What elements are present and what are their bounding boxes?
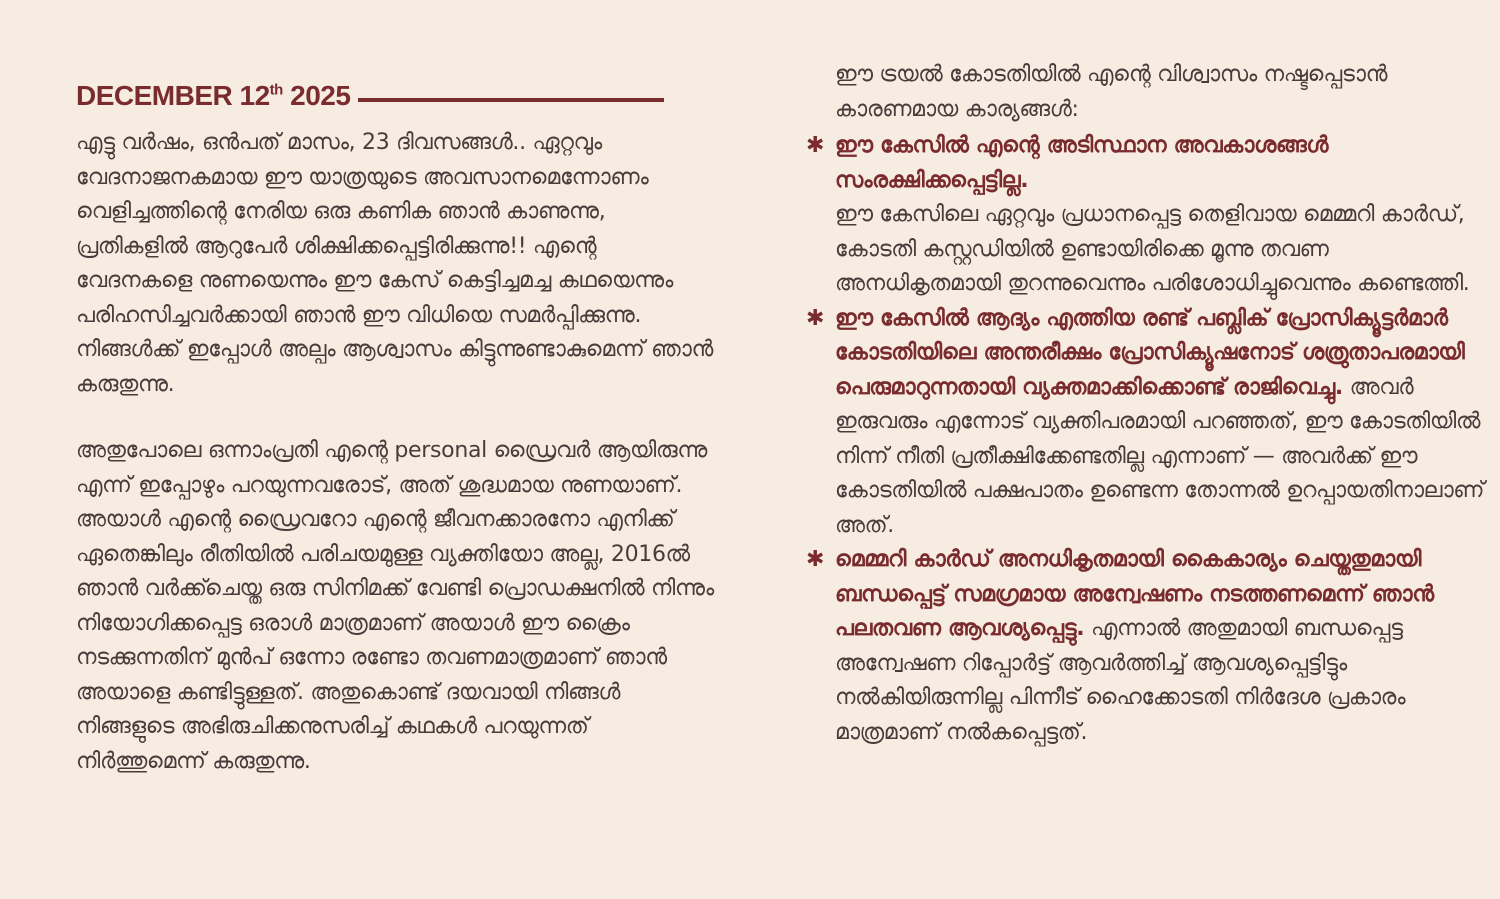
reason-1-heading: ഈ കേസിൽ എന്റെ അടിസ്ഥാന അവകാശങ്ങൾ സംരക്ഷിക്കപ്പെട്ടില്ല. — [835, 133, 1329, 193]
date-heading — [76, 74, 716, 118]
reason-3-text — [835, 543, 1486, 750]
asterisk-icon: ✱ — [806, 305, 825, 331]
reason-1-body: ഈ കേസിലെ ഏറ്റവും പ്രധാനപ്പെട്ട തെളിവായ മെമ്മറി കാർഡ്, കോടതി കസ്റ്റഡിയിൽ ഉണ്ടായിരിക്കെ മൂന്നു തവണ അനധികൃതമായി തുറന്നുവെന്നും പരിശോധിച്ചുവെന്നും കണ്ടെത്തി. — [835, 202, 1470, 296]
paragraph-2: അതുപോലെ ഒന്നാംപ്രതി എന്റെ personal ഡ്രൈവർ ആയിരുന്നു എന്ന് ഇപ്പോഴും പറയുന്നവരോട്, അത് ശുദ്ധമായ നുണയാണ്. അയാൾ എന്റെ ഡ്രൈവറോ എന്റെ ജീവനക്കാരനോ എനിക്ക് ഏതെങ്കിലും രീതിയിൽ പരിചയമുള്ള വ്യക്തിയോ അല്ല, 2016ൽ ഞാൻ വർക്ക്ചെയ്ത ഒരു സിനിമക്ക് വേണ്ടി പ്രൊഡക്ഷനിൽ നിന്നും നിയോഗിക്കപ്പെട്ട ഒരാൾ മാത്രമാണ് അയാൾ ഈ ക്രൈം നടക്കുന്നതിന് മുൻപ് ഒന്നോ രണ്ടോ തവണമാത്രമാണ് ഞാൻ അയാളെ കണ്ടിട്ടുള്ളത്. അതുകൊണ്ട് ദയവായി നിങ്ങൾ നിങ്ങളുടെ അഭിരുചിക്കനുസരിച്ച് കഥകൾ പറയുന്നത് നിർത്തുമെന്ന് കരുതുന്നു. — [76, 438, 714, 774]
asterisk-icon: ✱ — [806, 133, 825, 158]
date-heading-text: DECEMBER 12th 2025 — [76, 80, 351, 111]
right-column — [806, 58, 1486, 750]
paragraph-1: എട്ടു വർഷം, ഒൻപത് മാസം, 23 ദിവസങ്ങൾ.. ഏറ്റവും വേദനാജനകമായ ഈ യാത്രയുടെ അവസാനമെന്നോണം വെളിച്ചത്തിന്റെ നേരിയ ഒരു കണിക ഞാൻ കാണുന്നു, പ്രതികളിൽ ആറുപേർ ശിക്ഷിക്കപ്പെട്ടിരിക്കുന്നു!! എന്റെ വേദനകളെ നുണയെന്നും ഈ കേസ് കെട്ടിച്ചമച്ച കഥയെന്നും പരിഹസിച്ചവർക്കായി ഞാൻ ഈ വിധിയെ സമർപ്പിക്കുന്നു. നിങ്ങൾക്ക് ഇപ്പോൾ അല്പം ആശ്വാസം കിട്ടുന്നുണ്ടാകുമെന്ന് ഞാൻ കരുതുന്നു. — [76, 130, 714, 397]
reason-item-1 — [806, 129, 1486, 302]
reason-2-text — [835, 302, 1486, 544]
reason-2-heading: ഈ കേസിൽ ആദ്യം എത്തിയ രണ്ട് പബ്ലിക് പ്രോസിക്യൂട്ടർമാർ കോടതിയിലെ അന്തരീക്ഷം പ്രോസിക്യൂഷനോട് ശത്രുതാപരമായി പെരുമാറുന്നതായി വ്യക്തമാക്കിക്കൊണ്ട് രാജിവെച്ചു. — [835, 305, 1465, 400]
reason-item-3 — [806, 543, 1486, 750]
left-column — [76, 74, 716, 779]
reason-item-2 — [806, 302, 1486, 544]
reason-3-body: എന്നാൽ അതുമായി ബന്ധപ്പെട്ട അന്വേഷണ റിപ്പോർട്ട് ആവർത്തിച്ച് ആവശ്യപ്പെട്ടിട്ടും നൽകിയിരുന്നില്ല പിന്നീട് ഹൈക്കോടതി നിർദേശ പ്രകാരം മാത്രമാണ് നൽകപ്പെട്ടത്. — [835, 616, 1406, 745]
asterisk-icon: ✱ — [806, 547, 825, 572]
reason-2-body: അവർ ഇരുവരും എന്നോട് വ്യക്തിപരമായി പറഞ്ഞത്, ഈ കോടതിയിൽ നിന്ന് നീതി പ്രതീക്ഷിക്കേണ്ടതില്ല എന്നാണ് — അവർക്ക് ഈ കോടതിയിൽ പക്ഷപാതം ഉണ്ടെന്ന തോന്നൽ ഉറപ്പായതിനാലാണ് അത്. — [835, 374, 1485, 538]
heading-underline — [358, 98, 664, 102]
reason-3-heading: മെമ്മറി കാർഡ് അനധികൃതമായി കൈകാര്യം ചെയ്തതുമായി ബന്ധപ്പെട്ട് സമഗ്രമായ അന്വേഷണം നടത്തണമെന്ന് ഞാൻ പലതവണ ആവശ്യപ്പെട്ടു. — [835, 547, 1434, 641]
reasons-intro: ഈ ട്രയൽ കോടതിയിൽ എന്റെ വിശ്വാസം നഷ്ടപ്പെടാൻ കാരണമായ കാര്യങ്ങൾ: — [835, 62, 1388, 122]
